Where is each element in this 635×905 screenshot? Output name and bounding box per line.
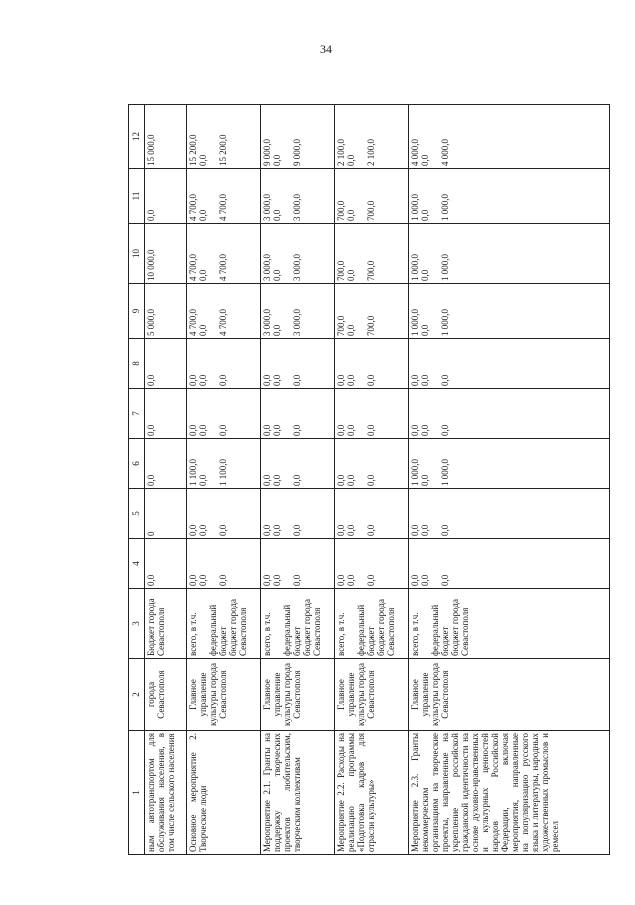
amount-cell	[144, 389, 186, 439]
amount-value: 700,0	[336, 315, 347, 336]
funding-source-line: Бюджет города Севастополя	[145, 598, 166, 656]
amount-value: 0,0	[410, 574, 421, 586]
header-cell: 8	[129, 339, 145, 389]
page-number: 34	[320, 42, 332, 56]
activity-name-cell: Основное мероприятие 2. Творческие люди	[187, 731, 261, 855]
table-row	[335, 105, 409, 855]
amount-value: 4 700,0	[218, 309, 229, 336]
amount-cell	[409, 224, 610, 284]
amount-cell	[409, 169, 610, 224]
funding-source-line: всего, в т.ч.	[188, 612, 199, 656]
funding-source-line: бюджет города Севастополя	[302, 599, 323, 656]
amount-value: 0,0	[420, 324, 431, 336]
amount-value: 0,0	[366, 474, 377, 486]
amount-value: 0,0	[272, 574, 283, 586]
amount-value: 0,0	[292, 524, 303, 536]
amount-cell	[261, 105, 335, 169]
amount-cell	[335, 439, 409, 489]
header-cell: 4	[129, 539, 145, 589]
amount-cell	[187, 284, 261, 339]
amount-value: 0,0	[218, 374, 229, 386]
amount-value: 0,0	[346, 269, 357, 281]
amount-value: 0,0	[346, 209, 357, 221]
amount-value: 15 000,0	[145, 134, 156, 166]
activity-name-cell: Мероприятие 2.2. Расходы на реализацию программы «Подготовка кадров для отрасли культуры»	[335, 731, 409, 855]
funding-table	[128, 104, 610, 855]
amount-cell	[335, 389, 409, 439]
amount-value: 0,0	[346, 574, 357, 586]
amount-value: 0,0	[420, 524, 431, 536]
funding-source-cell	[261, 589, 335, 659]
amount-value: 4 000,0	[410, 139, 421, 166]
amount-value: 3 000,0	[292, 194, 303, 221]
executor-cell: Главное управление культуры города Севастополя	[335, 659, 409, 731]
amount-value: 0,0	[145, 474, 156, 486]
amount-value: 1 000,0	[410, 194, 421, 221]
amount-value: 0,0	[440, 374, 451, 386]
amount-cell	[187, 169, 261, 224]
amount-value: 1 000,0	[440, 459, 451, 486]
amount-value: 0,0	[198, 574, 209, 586]
header-cell: 1	[129, 731, 145, 855]
amount-cell	[409, 539, 610, 589]
header-cell: 7	[129, 389, 145, 439]
funding-source-line: федеральный бюджет	[208, 604, 229, 656]
amount-value: 0,0	[145, 574, 156, 586]
amount-cell	[409, 105, 610, 169]
amount-value: 0	[145, 531, 156, 536]
amount-value: 4 700,0	[188, 309, 199, 336]
amount-cell	[187, 224, 261, 284]
funding-source-cell	[144, 589, 186, 659]
funding-source-cell	[409, 589, 610, 659]
amount-value: 0,0	[262, 574, 273, 586]
amount-value: 3 000,0	[262, 309, 273, 336]
amount-value: 0,0	[198, 524, 209, 536]
amount-value: 0,0	[346, 324, 357, 336]
amount-cell	[144, 439, 186, 489]
header-row	[129, 105, 145, 855]
amount-cell	[187, 489, 261, 539]
amount-cell	[187, 339, 261, 389]
amount-value: 0,0	[272, 374, 283, 386]
amount-value: 0,0	[218, 524, 229, 536]
amount-cell	[335, 539, 409, 589]
header-cell: 6	[129, 439, 145, 489]
amount-cell	[261, 539, 335, 589]
amount-cell	[261, 439, 335, 489]
amount-value: 0,0	[420, 154, 431, 166]
executor-cell: города Севастополя	[144, 659, 186, 731]
amount-value: 0,0	[410, 424, 421, 436]
amount-value: 700,0	[366, 315, 377, 336]
amount-value: 0,0	[366, 524, 377, 536]
amount-value: 15 200,0	[218, 134, 229, 166]
amount-value: 0,0	[292, 474, 303, 486]
header-cell: 2	[129, 659, 145, 731]
amount-value: 700,0	[336, 200, 347, 221]
amount-value: 3 000,0	[292, 254, 303, 281]
amount-value: 0,0	[188, 424, 199, 436]
amount-value: 0,0	[272, 154, 283, 166]
table-row	[144, 105, 186, 855]
amount-value: 0,0	[262, 374, 273, 386]
table-row	[409, 105, 610, 855]
amount-value: 0,0	[198, 424, 209, 436]
amount-value: 0,0	[198, 474, 209, 486]
amount-cell	[261, 169, 335, 224]
amount-value: 1 100,0	[188, 459, 199, 486]
amount-value: 0,0	[346, 154, 357, 166]
amount-value: 0,0	[336, 524, 347, 536]
funding-source-line: федеральный бюджет	[282, 604, 303, 656]
amount-value: 9 000,0	[292, 139, 303, 166]
amount-cell	[409, 489, 610, 539]
amount-value: 0,0	[145, 209, 156, 221]
amount-cell	[144, 169, 186, 224]
amount-value: 0,0	[198, 269, 209, 281]
amount-cell	[335, 169, 409, 224]
amount-value: 0,0	[366, 574, 377, 586]
amount-value: 0,0	[218, 424, 229, 436]
amount-cell	[144, 539, 186, 589]
amount-cell	[187, 539, 261, 589]
amount-value: 0,0	[272, 269, 283, 281]
amount-value: 0,0	[272, 209, 283, 221]
amount-cell	[187, 439, 261, 489]
amount-value: 700,0	[366, 260, 377, 281]
funding-source-line: федеральный бюджет	[430, 604, 451, 656]
amount-value: 1 000,0	[410, 254, 421, 281]
amount-cell	[261, 284, 335, 339]
amount-value: 0,0	[366, 424, 377, 436]
amount-cell	[335, 224, 409, 284]
amount-cell	[261, 389, 335, 439]
executor-cell: Главное управление культуры города Севастополя	[409, 659, 610, 731]
activity-name-cell: ным автотранспортом для обслуживания населения, в том числе сельского населения	[144, 731, 186, 855]
funding-source-line: всего, в т.ч.	[336, 612, 347, 656]
amount-cell	[261, 339, 335, 389]
amount-value: 10 000,0	[145, 249, 156, 281]
amount-cell	[409, 339, 610, 389]
amount-value: 0,0	[420, 574, 431, 586]
amount-value: 0,0	[336, 374, 347, 386]
funding-source-cell	[187, 589, 261, 659]
amount-value: 3 000,0	[292, 309, 303, 336]
header-cell: 9	[129, 284, 145, 339]
funding-source-line: всего, в т.ч.	[262, 612, 273, 656]
amount-value: 0,0	[188, 574, 199, 586]
amount-value: 4 000,0	[440, 139, 451, 166]
amount-value: 0,0	[262, 524, 273, 536]
amount-value: 0,0	[420, 269, 431, 281]
funding-source-line: федеральный бюджет	[356, 604, 377, 656]
amount-value: 700,0	[366, 200, 377, 221]
amount-value: 4 700,0	[188, 254, 199, 281]
amount-value: 5 000,0	[145, 309, 156, 336]
amount-value: 0,0	[292, 424, 303, 436]
amount-value: 0,0	[292, 374, 303, 386]
header-cell: 11	[129, 169, 145, 224]
amount-value: 0,0	[410, 524, 421, 536]
amount-cell	[335, 339, 409, 389]
amount-value: 1 000,0	[410, 309, 421, 336]
amount-value: 0,0	[336, 474, 347, 486]
amount-value: 1 000,0	[440, 309, 451, 336]
funding-source-cell	[335, 589, 409, 659]
amount-cell	[144, 489, 186, 539]
amount-value: 0,0	[188, 374, 199, 386]
amount-value: 1 000,0	[410, 459, 421, 486]
amount-value: 15 200,0	[188, 134, 199, 166]
amount-cell	[335, 105, 409, 169]
amount-value: 0,0	[198, 324, 209, 336]
amount-value: 2 100,0	[366, 139, 377, 166]
amount-value: 0,0	[272, 324, 283, 336]
amount-cell	[144, 224, 186, 284]
amount-value: 1 100,0	[218, 459, 229, 486]
amount-value: 0,0	[262, 474, 273, 486]
amount-value: 0,0	[145, 424, 156, 436]
amount-value: 9 000,0	[262, 139, 273, 166]
header-cell: 12	[129, 105, 145, 169]
activity-name-cell: Мероприятие 2.3. Гранты некоммерческим организациям на творческие проекты, направленные на укрепление российской гражданской идентичности на основе духовно-нравственных и культурных ценностей народов Российской Федерации, включая мероприятия, направленные на популяризацию русского языка и литературы, народных художественных промыслов и ремесел	[409, 731, 610, 855]
amount-value: 0,0	[272, 524, 283, 536]
amount-value: 1 000,0	[440, 254, 451, 281]
rotated-table-container	[128, 105, 610, 855]
amount-value: 3 000,0	[262, 254, 273, 281]
amount-cell	[335, 284, 409, 339]
funding-source-line: бюджет города Севастополя	[376, 599, 397, 656]
amount-value: 0,0	[336, 574, 347, 586]
amount-value: 4 700,0	[188, 194, 199, 221]
amount-value: 0,0	[346, 374, 357, 386]
amount-value: 0,0	[420, 374, 431, 386]
amount-value: 0,0	[346, 474, 357, 486]
amount-cell	[261, 224, 335, 284]
amount-cell	[409, 439, 610, 489]
funding-source-line: бюджет города Севастополя	[228, 599, 249, 656]
amount-value: 0,0	[198, 209, 209, 221]
amount-value: 0,0	[188, 524, 199, 536]
funding-source-line: всего, в т.ч.	[410, 612, 421, 656]
amount-value: 700,0	[336, 260, 347, 281]
funding-source-line: бюджет города Севастополя	[450, 599, 471, 656]
amount-value: 0,0	[336, 424, 347, 436]
amount-value: 2 100,0	[336, 139, 347, 166]
amount-value: 0,0	[346, 424, 357, 436]
amount-value: 0,0	[272, 424, 283, 436]
table-row	[187, 105, 261, 855]
amount-value: 0,0	[198, 154, 209, 166]
header-cell: 5	[129, 489, 145, 539]
amount-value: 0,0	[366, 374, 377, 386]
amount-cell	[335, 489, 409, 539]
amount-value: 3 000,0	[262, 194, 273, 221]
amount-value: 0,0	[420, 209, 431, 221]
amount-value: 0,0	[218, 574, 229, 586]
amount-value: 0,0	[272, 474, 283, 486]
amount-cell	[144, 339, 186, 389]
table-row	[261, 105, 335, 855]
amount-value: 0,0	[420, 424, 431, 436]
amount-value: 0,0	[440, 524, 451, 536]
amount-value: 0,0	[420, 474, 431, 486]
amount-value: 0,0	[145, 374, 156, 386]
amount-value: 0,0	[346, 524, 357, 536]
executor-cell: Главное управление культуры города Севастополя	[261, 659, 335, 731]
amount-cell	[187, 389, 261, 439]
amount-cell	[144, 284, 186, 339]
header-cell: 3	[129, 589, 145, 659]
amount-value: 0,0	[292, 574, 303, 586]
amount-cell	[261, 489, 335, 539]
amount-cell	[144, 105, 186, 169]
amount-value: 0,0	[440, 424, 451, 436]
amount-value: 1 000,0	[440, 194, 451, 221]
header-cell: 10	[129, 224, 145, 284]
amount-cell	[187, 105, 261, 169]
amount-value: 4 700,0	[218, 194, 229, 221]
amount-value: 0,0	[440, 574, 451, 586]
activity-name-cell: Мероприятие 2.1. Гранты на поддержку творческих проектов любительским, творческим коллективам	[261, 731, 335, 855]
amount-value: 0,0	[410, 374, 421, 386]
amount-value: 0,0	[262, 424, 273, 436]
amount-cell	[409, 284, 610, 339]
amount-value: 0,0	[198, 374, 209, 386]
amount-value: 4 700,0	[218, 254, 229, 281]
executor-cell: Главное управление культуры города Севастополя	[187, 659, 261, 731]
amount-cell	[409, 389, 610, 439]
